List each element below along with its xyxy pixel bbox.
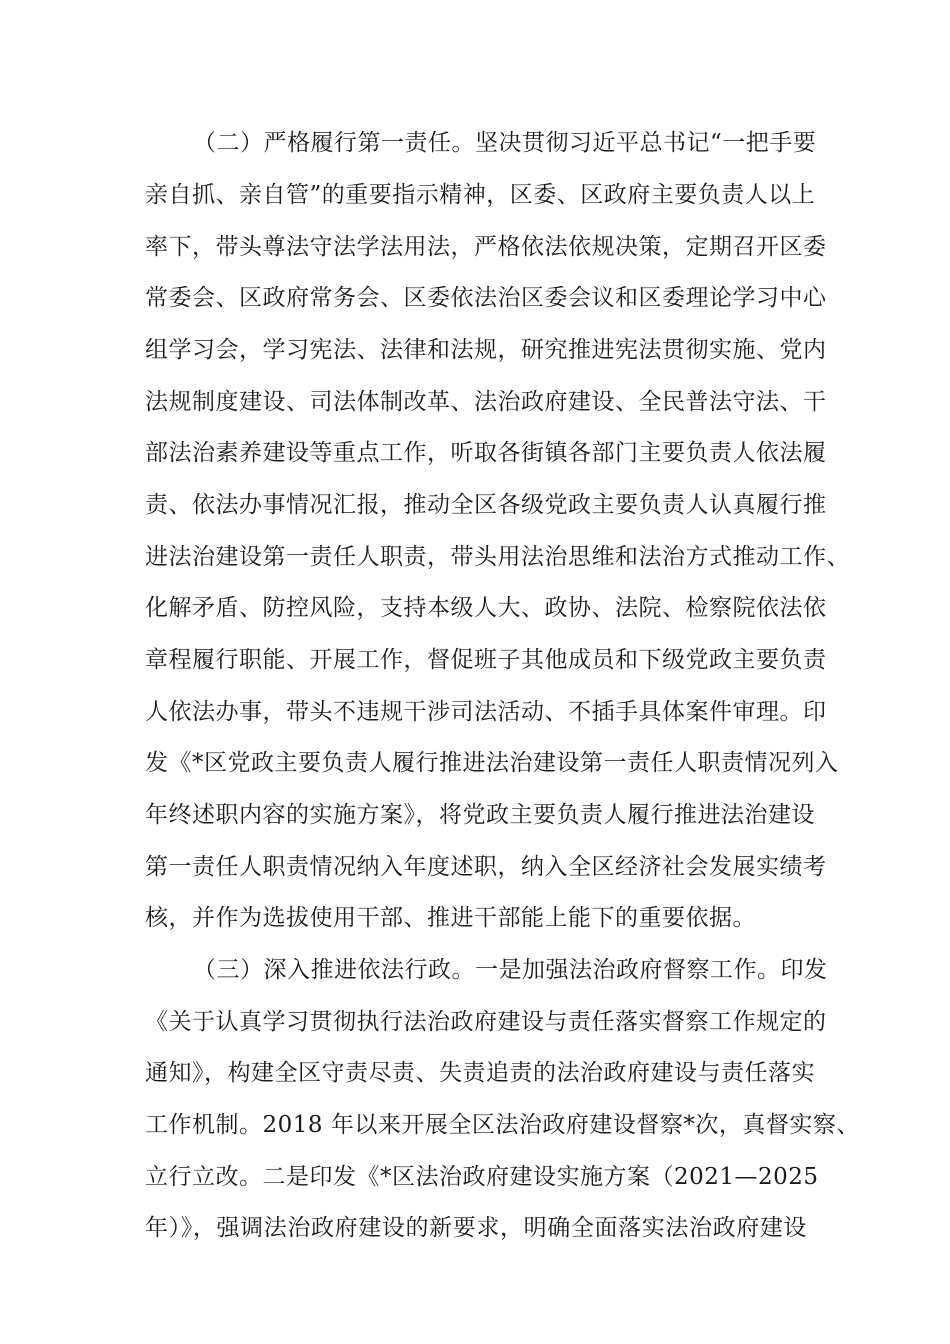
paragraph-2-line-11: 章程履行职能、开展工作，督促班子其他成员和下级党政主要负责	[145, 647, 827, 673]
paragraph-2-line-16: 核，并作为选拔使用干部、推进干部能上能下的重要依据。	[145, 905, 756, 931]
paragraph-3-line-2: 《关于认真学习贯彻执行法治政府建设与责任落实督察工作规定的	[145, 1009, 827, 1035]
paragraph-2-line-6: 法规制度建设、司法体制改革、法治政府建设、全民普法守法、干	[145, 389, 827, 415]
paragraph-2-line-12: 人依法办事，带头不违规干涉司法活动、不插手具体案件审理。印	[145, 699, 827, 725]
paragraph-2-line-4: 常委会、区政府常务会、区委依法治区委会议和区委理论学习中心	[145, 285, 827, 311]
paragraph-2-line-14: 年终述职内容的实施方案》，将党政主要负责人履行推进法治建设	[145, 802, 815, 828]
paragraph-2-line-5: 组学习会，学习宪法、法律和法规，研究推进宪法贯彻实施、党内	[145, 337, 827, 363]
paragraph-2-line-15: 第一责任人职责情况纳入年度述职，纳入全区经济社会发展实绩考	[145, 854, 827, 880]
paragraph-2-line-9: 进法治建设第一责任人职责，带头用法治思维和法治方式推动工作、	[145, 544, 850, 570]
paragraph-2-line-1: （二）严格履行第一责任。坚决贯彻习近平总书记“一把手要	[193, 130, 817, 156]
paragraph-3-line-5: 立行立改。二是印发《*区法治政府建设实施方案（2021—2025	[145, 1164, 819, 1190]
paragraph-2-line-2: 亲自抓、亲自管”的重要指示精神，区委、区政府主要负责人以上	[145, 182, 816, 208]
paragraph-3-line-6: 年）》，强调法治政府建设的新要求，明确全面落实法治政府建设	[145, 1215, 807, 1241]
paragraph-2-line-7: 部法治素养建设等重点工作，听取各街镇各部门主要负责人依法履	[145, 440, 827, 466]
paragraph-3-line-1: （三）深入推进依法行政。一是加强法治政府督察工作。印发	[193, 957, 828, 983]
paragraph-3-line-4: 工作机制。2018 年以来开展全区法治政府建设督察*次，真督实察、	[145, 1112, 860, 1138]
paragraph-2-line-3: 率下，带头尊法守法学法用法，严格依法依规决策，定期召开区委	[145, 234, 827, 260]
paragraph-2-line-10: 化解矛盾、防控风险，支持本级人大、政协、法院、检察院依法依	[145, 595, 827, 621]
paragraph-2-line-8: 责、依法办事情况汇报，推动全区各级党政主要负责人认真履行推	[145, 492, 827, 518]
paragraph-3-line-3: 通知》，构建全区守责尽责、失责追责的法治政府建设与责任落实	[145, 1060, 815, 1086]
paragraph-2-line-13: 发《*区党政主要负责人履行推进法治建设第一责任人职责情况列入	[145, 750, 839, 776]
